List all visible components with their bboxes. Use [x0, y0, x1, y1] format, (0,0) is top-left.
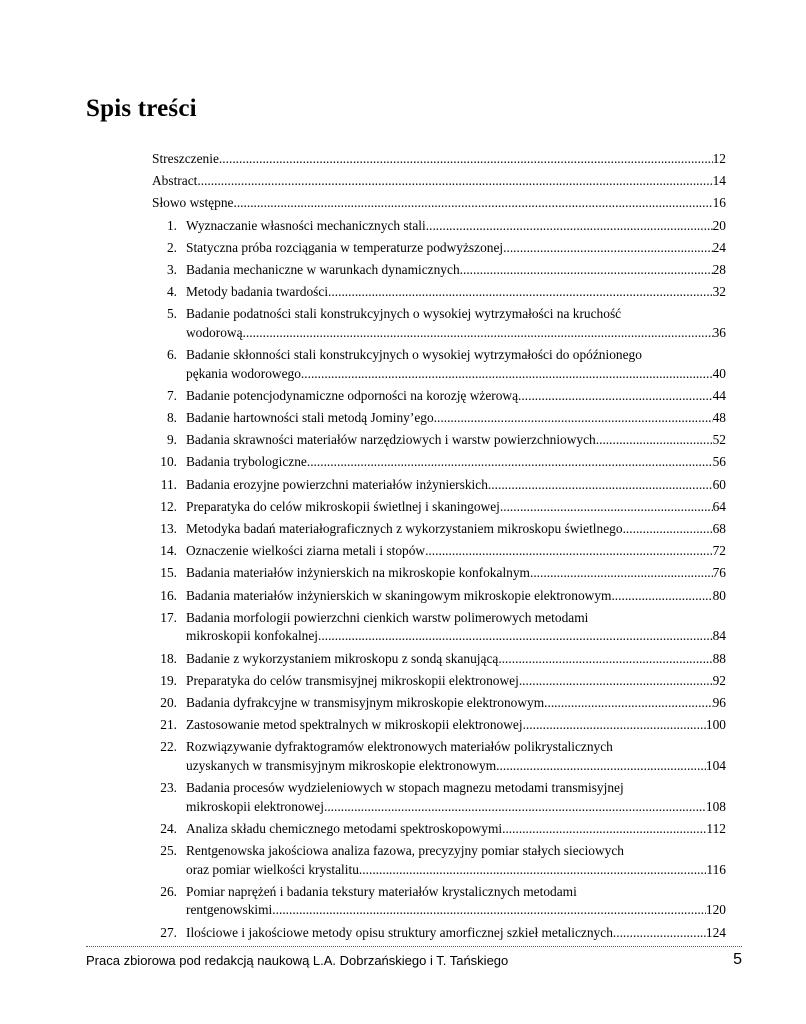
toc-entry: [152, 694, 726, 713]
toc-entry-page: 76: [712, 565, 726, 581]
toc-entry-title: Analiza składu chemicznego metodami spektroskopowymi: [186, 820, 503, 836]
toc-entry: [152, 779, 726, 816]
toc-entry: [152, 609, 726, 646]
dot-leader: [197, 172, 712, 191]
toc-entry-title: Badania trybologiczne: [186, 454, 307, 470]
toc-entry-number: 2.: [166, 239, 177, 255]
toc-entry-page: 100: [705, 717, 726, 733]
toc-entry-title: Metody badania twardości: [186, 284, 329, 300]
toc-entry-number: 22.: [160, 739, 177, 755]
toc-entry: [152, 650, 726, 669]
toc-entry: [152, 738, 726, 775]
toc-entry: [152, 194, 726, 213]
toc-entry-number: 7.: [166, 387, 177, 403]
toc-entry-title: Wyznaczanie własności mechanicznych stali: [186, 217, 426, 233]
dot-leader: [611, 587, 712, 606]
toc-entry-number: 1.: [166, 217, 177, 233]
toc-entry-page: 108: [705, 798, 726, 814]
toc-entry-title: Preparatyka do celów mikroskopii świetlnej i skaningowej: [186, 498, 500, 514]
toc-entry-title: Badania skrawności materiałów narzędziowych i warstw powierzchniowych: [186, 432, 596, 448]
dot-leader: [460, 261, 713, 280]
dot-leader: [301, 365, 713, 384]
dot-leader: [530, 564, 713, 583]
toc-entry-number: 27.: [160, 924, 177, 940]
toc-entry-title: mikroskopii elektronowej: [186, 798, 324, 814]
toc-entry-title: Streszczenie: [152, 151, 219, 166]
toc-entry-page: 88: [712, 650, 726, 666]
toc-entry-title: Badania erozyjne powierzchni materiałów inżynierskich: [186, 476, 488, 492]
toc-entry-title: Badanie hartowności stali metodą Jominy’ego: [186, 410, 434, 426]
toc-entry-number: 13.: [160, 521, 177, 536]
dot-leader: [503, 239, 712, 258]
dot-leader: [623, 520, 713, 539]
toc-entry-page: 72: [712, 543, 726, 559]
toc-entry-title: Oznaczenie wielkości ziarna metali i stopów: [186, 543, 426, 559]
toc-entry-title-line1: Badania morfologii powierzchni cienkich warstw polimerowych metodami: [186, 609, 589, 625]
page-number: 5: [733, 951, 742, 968]
toc-entry-page: 14: [712, 173, 726, 189]
dot-leader: [523, 716, 706, 735]
toc-entry-page: 60: [712, 476, 726, 492]
toc-entry-title: uzyskanych w transmisyjnym mikroskopie elektronowym: [186, 757, 497, 773]
toc-entry-page: 124: [705, 924, 726, 940]
toc-entry-title: Badania materiałów inżynierskich w skaningowym mikroskopie elektronowym: [186, 587, 612, 603]
toc-entry-page: 96: [712, 694, 726, 710]
dot-leader: [613, 924, 706, 943]
toc-entry: [152, 409, 726, 428]
dot-leader: [544, 694, 712, 713]
dot-leader: [434, 409, 713, 428]
toc-entry-title: mikroskopii konfokalnej: [186, 628, 319, 644]
toc-entry-page: 20: [712, 217, 726, 233]
toc-entry: [152, 716, 726, 735]
toc-entry-page: 12: [712, 151, 726, 166]
toc-entry: [152, 587, 726, 606]
toc-entry-page: 120: [705, 902, 726, 918]
toc-entry-number: 16.: [160, 587, 177, 603]
footer-divider: [86, 946, 742, 947]
toc-entry-title: oraz pomiar wielkości krystalitu: [186, 861, 359, 877]
toc-entry-title: Abstract: [152, 173, 198, 189]
toc-entry-title-line1: Badanie podatności stali konstrukcyjnych o wysokiej wytrzymałości na kruchość: [186, 306, 622, 322]
toc-entry: [152, 431, 726, 450]
toc-entry: [152, 346, 726, 383]
toc-entry-page: 84: [712, 628, 726, 644]
footer-credit: Praca zbiorowa pod redakcją naukową L.A. Dobrzańskiego i T. Tańskiego: [86, 953, 509, 968]
dot-leader: [488, 476, 713, 495]
toc-entry-number: 5.: [166, 306, 177, 322]
toc-entry-title: Zastosowanie metod spektralnych w mikroskopii elektronowej: [186, 717, 523, 733]
toc-entry-title: Preparatyka do celów transmisyjnej mikroskopii elektronowej: [186, 672, 519, 688]
toc-entry-page: 52: [712, 432, 726, 448]
toc-entry: [152, 217, 726, 236]
toc-entry-title: Metodyka badań materiałograficznych z wykorzystaniem mikroskopu świetlnego: [186, 521, 623, 536]
dot-leader: [426, 217, 713, 236]
toc-entry-title: Statyczna próba rozciągania w temperaturze podwyższonej: [186, 239, 504, 255]
dot-leader: [518, 387, 713, 406]
dot-leader: [233, 194, 712, 213]
toc-entry-title: Słowo wstępne: [152, 195, 234, 211]
toc-entry-page: 44: [712, 387, 726, 403]
dot-leader: [502, 820, 706, 839]
toc-entry: [152, 883, 726, 920]
toc-entry-number: 19.: [160, 672, 177, 688]
toc-entry-number: 9.: [166, 432, 177, 448]
toc-entry-title: Badanie potencjodynamiczne odporności na korozję wżerową: [186, 387, 519, 403]
dot-leader: [359, 861, 706, 880]
toc-entry-page: 80: [712, 587, 726, 603]
dot-leader: [498, 650, 712, 669]
toc-entry-number: 4.: [166, 284, 177, 300]
toc-entry: [152, 820, 726, 839]
toc-entry-title-line1: Badanie skłonności stali konstrukcyjnych o wysokiej wytrzymałości do opóźnionego: [186, 347, 642, 363]
toc-entry-number: 12.: [160, 498, 177, 514]
toc-entry-page: 28: [712, 261, 726, 277]
table-of-contents: [152, 150, 726, 942]
toc-entry-number: 26.: [160, 883, 177, 899]
toc-entry-number: 14.: [160, 543, 177, 559]
dot-leader: [219, 150, 713, 169]
toc-entry: [152, 924, 726, 943]
toc-entry-number: 18.: [160, 650, 177, 666]
toc-entry-page: 92: [712, 672, 726, 688]
toc-entry: [152, 498, 726, 517]
dot-leader: [328, 283, 713, 302]
toc-entry: [152, 261, 726, 280]
dot-leader: [324, 798, 706, 817]
dot-leader: [318, 627, 713, 646]
toc-entry-title: pękania wodorowego: [186, 365, 301, 381]
toc-entry-page: 32: [712, 284, 726, 300]
toc-entry-title: Badania materiałów inżynierskich na mikroskopie konfokalnym: [186, 565, 530, 581]
toc-entry-title: Badania dyfrakcyjne w transmisyjnym mikroskopie elektronowym: [186, 694, 545, 710]
toc-entry-page: 68: [712, 521, 726, 536]
toc-entry-page: 116: [706, 861, 726, 877]
toc-entry-title-line1: Rozwiązywanie dyfraktogramów elektronowych materiałów polikrystalicznych: [186, 739, 613, 755]
toc-entry: [152, 564, 726, 583]
toc-entry: [152, 150, 726, 169]
toc-entry-number: 6.: [166, 347, 177, 363]
dot-leader: [496, 757, 706, 776]
toc-entry-number: 3.: [166, 261, 177, 277]
toc-entry-title-line1: Rentgenowska jakościowa analiza fazowa, precyzyjny pomiar stałych sieciowych: [186, 843, 625, 859]
toc-entry-title: rentgenowskimi: [186, 902, 273, 918]
toc-entry: [152, 476, 726, 495]
dot-leader: [307, 453, 713, 472]
toc-entry-page: 56: [712, 454, 726, 470]
dot-leader: [596, 431, 713, 450]
dot-leader: [243, 324, 713, 343]
toc-entry: [152, 672, 726, 691]
toc-entry-page: 112: [706, 820, 726, 836]
toc-entry: [152, 842, 726, 879]
toc-entry-number: 15.: [160, 565, 177, 581]
toc-entry: [152, 305, 726, 342]
toc-entry-number: 8.: [166, 410, 177, 426]
toc-entry-title: Ilościowe i jakościowe metody opisu struktury amorficznej szkieł metalicznych: [186, 924, 613, 940]
toc-entry-number: 10.: [160, 454, 177, 470]
toc-entry-page: 104: [705, 757, 726, 773]
toc-entry: [152, 520, 726, 539]
toc-entry-number: 20.: [160, 694, 177, 710]
dot-leader: [272, 901, 706, 920]
toc-entry: [152, 172, 726, 191]
toc-entry-title: Badania mechaniczne w warunkach dynamicznych: [186, 261, 460, 277]
toc-entry: [152, 283, 726, 302]
toc-entry-page: 16: [712, 195, 726, 211]
toc-entry-number: 24.: [160, 820, 177, 836]
toc-entry-title: wodorową: [186, 324, 243, 340]
toc-entry-number: 23.: [160, 780, 177, 796]
toc-entry-page: 40: [712, 365, 726, 381]
toc-entry-number: 25.: [160, 843, 177, 859]
dot-leader: [500, 498, 713, 517]
toc-entry-number: 11.: [160, 476, 177, 492]
toc-entry-title: Badanie z wykorzystaniem mikroskopu z sondą skanującą: [186, 650, 499, 666]
toc-entry-page: 48: [712, 410, 726, 426]
toc-entry-page: 36: [712, 324, 726, 340]
toc-entry-number: 21.: [160, 717, 177, 733]
toc-entry-page: 64: [712, 498, 726, 514]
dot-leader: [425, 542, 713, 561]
toc-entry: [152, 542, 726, 561]
toc-entry-title-line1: Badania procesów wydzieleniowych w stopach magnezu metodami transmisyjnej: [186, 780, 624, 796]
toc-entry-page: 24: [712, 239, 726, 255]
toc-entry-title-line1: Pomiar naprężeń i badania tekstury materiałów krystalicznych metodami: [186, 883, 577, 899]
toc-entry-number: 17.: [160, 609, 177, 625]
toc-entry: [152, 387, 726, 406]
dot-leader: [519, 672, 713, 691]
toc-entry: [152, 453, 726, 472]
toc-entry: [152, 239, 726, 258]
page-title: Spis treści: [86, 95, 197, 122]
